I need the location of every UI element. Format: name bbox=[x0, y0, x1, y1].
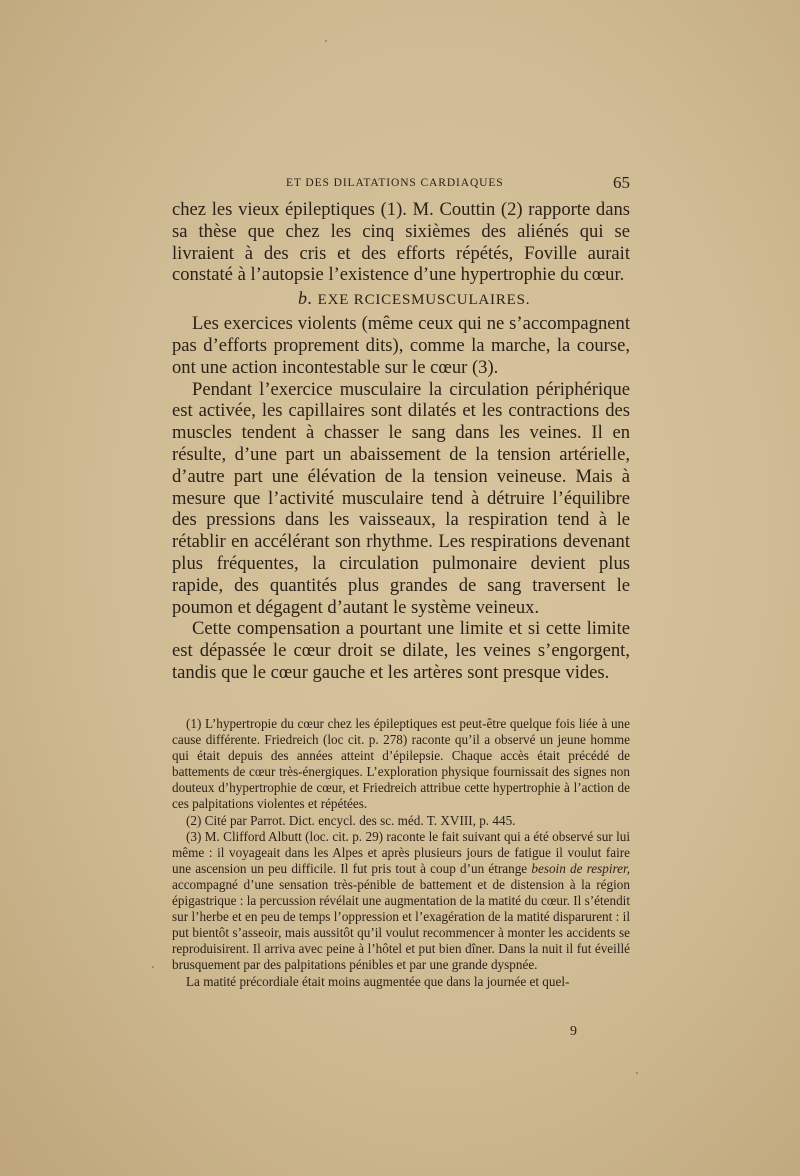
footnote-emphasis: besoin de respirer, bbox=[531, 860, 630, 876]
paragraph: Pendant l’exercice musculaire la circulation périphérique est activée, les capillaires sont dilatés et les contractions des muscles tendent à chasser le sang dans les veines. Il en résulte, d’une part un abaissement de la tension artérielle, d’autre part une élévation de la tension veineuse. Mais à mesure que l’activité musculaire tend à détruire l’équilibre des pressions dans les vaisseaux, la respiration tend à le rétablir en accélérant son rhythme. Les respirations devenant plus fréquentes, la circulation pulmonaire devient plus rapide, des quantités plus grandes de sang traversent le poumon et dégagent d’autant le système veineux. bbox=[172, 378, 630, 618]
body-text bbox=[172, 199, 630, 684]
footnote-text: accompagné d’une sensation très-pénible de battement et de distension à la région épigastrique : la percussion révélait une augmentation de la matité du cœur. Il s’étendit sur l’herbe et en peu de temps l’oppression et l’exagération de la matité disparurent : il put bientôt s’asseoir, mais aussitôt qu’il voulut recommencer à monter les accidents se reproduisirent. Il arriva avec peine à l’hôtel et put bien dîner. Dans la nuit il fut éveillé brusquement par des palpitations pénibles et par une grande dyspnée. bbox=[172, 876, 630, 973]
section-letter: b. bbox=[298, 288, 314, 309]
paper-speck bbox=[325, 40, 327, 42]
paper-speck bbox=[152, 966, 154, 968]
paragraph: Cette compensation a pourtant une limite et si cette limite est dépassée le cœur droit se dilate, les veines s’engorgent, tandis que le cœur gauche et les artères sont presque vides. bbox=[172, 618, 630, 683]
section-title: EXE RCICESMUSCULAIRES. bbox=[317, 292, 531, 309]
paragraph: chez les vieux épileptiques (1). M. Couttin (2) rapporte dans sa thèse que chez les cinq sixièmes des aliénés qui se livraient à des cris et des efforts répétés, Foville aurait constaté à l’autopsie l’existence d’une hypertrophie du cœur. bbox=[172, 199, 630, 286]
footnote: (1) L’hypertropie du cœur chez les épileptiques est peut-être quelque fois liée à une cause différente. Friedreich (loc cit. p. 278) raconte qu’il a observé un jeune homme qui était depuis des années atteint d’épilepsie. Chaque accès était précédé de battements de cœur très-énergiques. L’exploration physique fournissait des signes non douteux d’hypertrophie de cœur, et Friedreich attribue cette hypertrophie à l’action de ces palpitations violentes et répétées. bbox=[172, 716, 630, 812]
footnote-text: (3) M. Clifford Albutt (loc. cit. p. 29) raconte le fait suivant qui a été observé sur lui même : il voyageait dans les Alpes et après plusieurs jours de fatigue il voulut faire une ascension un peu difficile. Il fut pris tout à coup d’un étrange bbox=[172, 828, 630, 876]
running-title: ET DES DILATATIONS CARDIAQUES bbox=[286, 177, 504, 189]
paragraph: Les exercices violents (même ceux qui ne s’accompagnent pas d’efforts proprement dits), comme la marche, la course, ont une action incontestable sur le cœur (3). bbox=[172, 313, 630, 378]
footnotes bbox=[172, 716, 630, 990]
footnote: (2) Cité par Parrot. Dict. encycl. des sc. méd. T. XVIII, p. 445. bbox=[186, 812, 516, 828]
footnote bbox=[172, 829, 630, 974]
signature-mark: 9 bbox=[570, 1024, 577, 1039]
footnote: La matité précordiale était moins augmentée que dans la journée et quel- bbox=[186, 973, 570, 989]
running-head bbox=[172, 175, 630, 195]
paper-speck bbox=[636, 1072, 638, 1074]
section-heading bbox=[172, 287, 630, 311]
page-number: 65 bbox=[613, 173, 630, 192]
